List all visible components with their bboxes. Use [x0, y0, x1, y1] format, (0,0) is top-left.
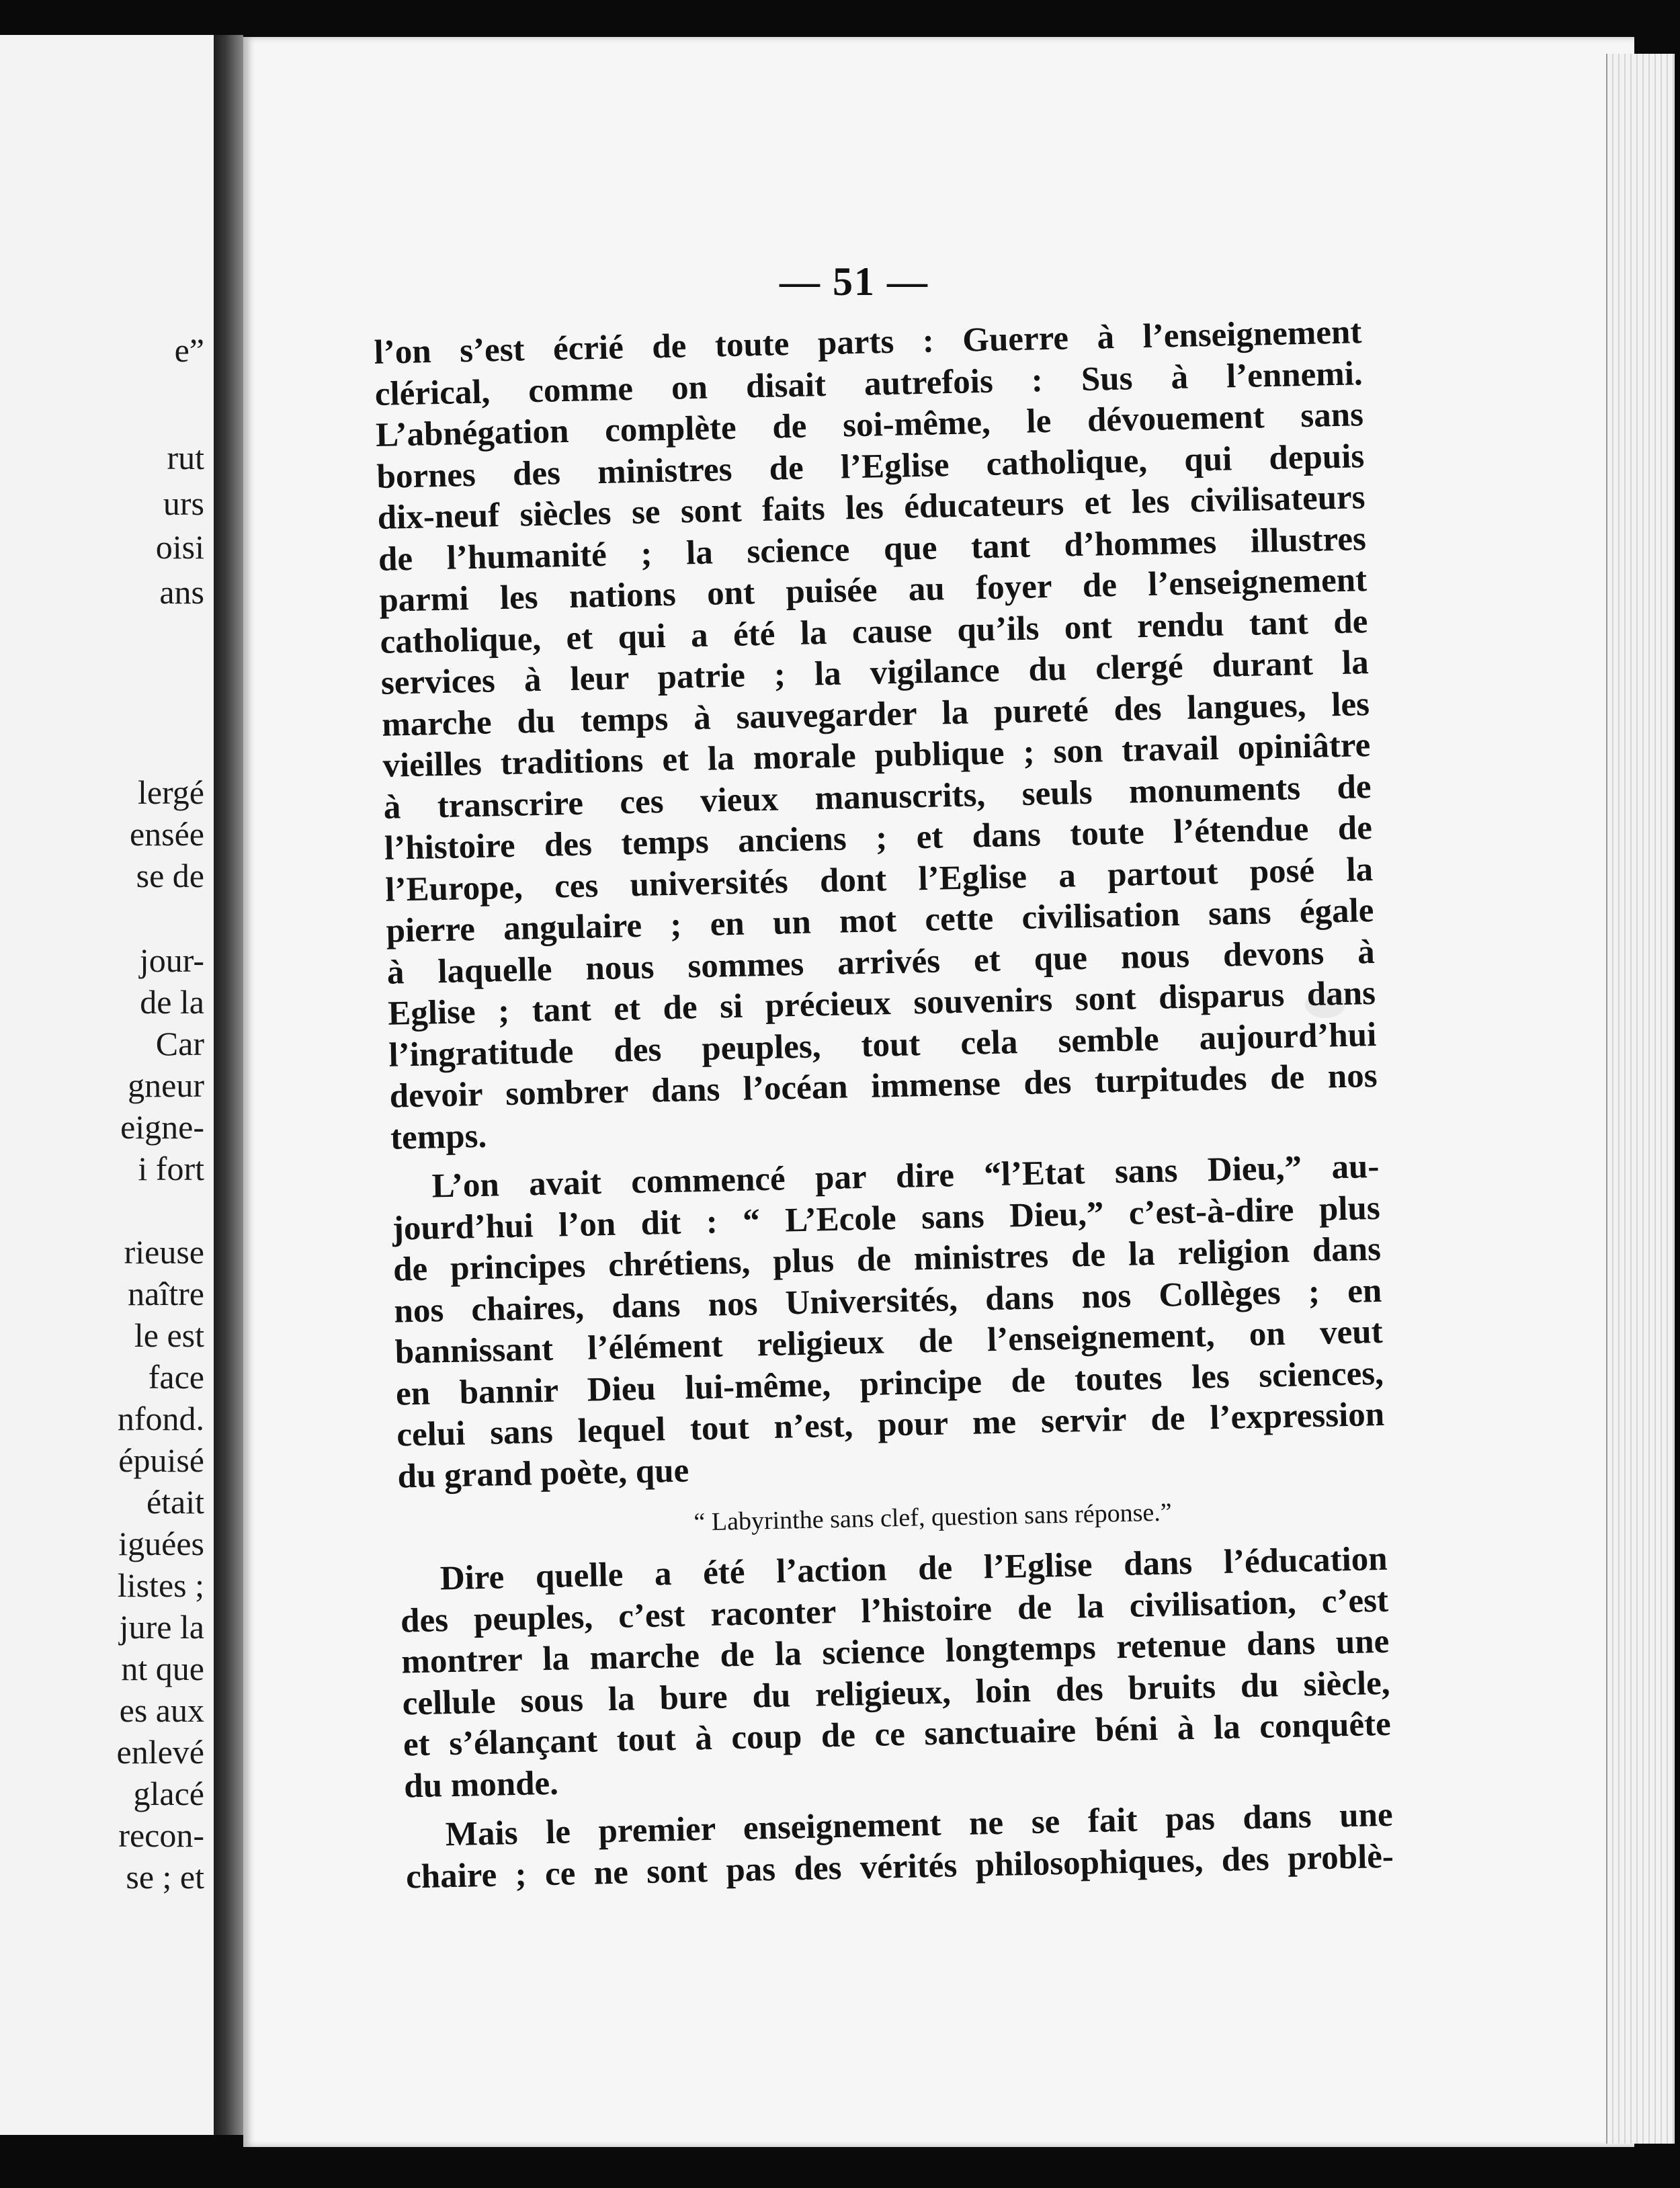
left-fragment: nfond. [117, 1400, 204, 1437]
text-line: clérical, comme on disait autrefois : Sus à l’ennemi. [374, 354, 1363, 413]
text-line: du monde. [403, 1764, 559, 1806]
text-line: Eglise ; tant et de si précieux souvenirs sont disparus dans [387, 974, 1376, 1033]
left-fragment: de la [140, 983, 204, 1021]
text-line: parmi les nations ont puisée au foyer de l’enseignement [378, 561, 1368, 620]
page-edges [1606, 54, 1675, 2144]
text-line: à laquelle nous sommes arrivés et que nous devons à [386, 933, 1376, 992]
text-line: cellule sous la bure du religieux, loin des bruits du siècle, [402, 1664, 1390, 1723]
text-line: celui sans lequel tout n’est, pour me servir de l’expression [396, 1395, 1385, 1454]
text-line: l’histoire des temps anciens ; et dans toute l’étendue de [384, 809, 1373, 868]
left-fragment: lergé [137, 773, 204, 811]
text-line: Mais le premier enseignement ne se fait pas dans une [445, 1796, 1394, 1854]
left-fragment: gneur [128, 1066, 204, 1104]
text-line: pierre angulaire ; en un mot cette civilisation sans égale [386, 892, 1374, 950]
text-line: marche du temps à sauvegarder la pureté des langues, les [381, 685, 1370, 744]
left-fragment: listes ; [117, 1566, 204, 1604]
text-line: temps. [390, 1117, 487, 1157]
text-line: du grand poète, que [397, 1451, 689, 1496]
left-fragment: jour- [139, 941, 204, 979]
text-line: montrer la marche de la science longtemps retenue dans une [401, 1622, 1390, 1681]
left-fragment: se de [136, 857, 204, 894]
left-page [0, 35, 218, 2135]
text-line: L’abnégation complète de soi-même, le dévouement sans [375, 396, 1364, 454]
left-fragment: enlevé [116, 1733, 204, 1771]
left-fragment: épuisé [118, 1441, 204, 1479]
text-line: bannissant l’élément religieux de l’enseignement, on veut [394, 1312, 1384, 1372]
text-line: l’Europe, ces universités dont l’Eglise a partout posé la [384, 850, 1374, 909]
body-text [374, 312, 1394, 1898]
text-line: l’ingratitude des peuples, tout cela semble aujourd’hui [388, 1015, 1377, 1075]
left-fragment: e” [174, 331, 204, 369]
left-fragment: ans [159, 573, 204, 611]
left-fragment: naître [128, 1275, 204, 1312]
verse-quote: “ Labyrinthe sans clef, question sans réponse.” [694, 1498, 1173, 1537]
left-fragment: eigne- [120, 1108, 204, 1146]
page-number: — 51 — [780, 259, 929, 304]
text-line: en bannir Dieu lui-même, principe de toutes les sciences, [395, 1354, 1384, 1413]
left-fragment: rut [167, 439, 204, 476]
left-fragment: oisi [155, 528, 204, 566]
text-line: vieilles traditions et la morale publique ; son travail opiniâtre [382, 726, 1371, 785]
left-fragment: i fort [138, 1150, 204, 1187]
text-line: services à leur patrie ; la vigilance du clergé durant la [380, 644, 1370, 702]
book-gutter [214, 35, 243, 2135]
left-fragment: es aux [119, 1691, 204, 1729]
text-line: de l’humanité ; la science que tant d’hommes illustres [378, 519, 1367, 579]
left-fragment: se ; et [126, 1858, 204, 1896]
left-fragment: Car [155, 1025, 204, 1062]
text-line: devoir sombrer dans l’océan immense des turpitudes de nos [389, 1056, 1378, 1116]
left-fragment: ensée [129, 815, 204, 853]
text-line: l’on s’est écrié de toute parts : Guerre à l’enseignement [374, 313, 1362, 372]
left-fragment: nt que [121, 1650, 204, 1687]
left-fragment: iguées [118, 1525, 204, 1562]
text-line: chaire ; ce ne sont pas des vérités philosophiques, des problè- [405, 1837, 1394, 1896]
left-fragment: urs [163, 485, 204, 522]
text-line: bornes des ministres de l’Eglise catholique, qui depuis [376, 437, 1365, 496]
text-line: des peuples, c’est raconter l’histoire de la civilisation, c’est [400, 1581, 1389, 1640]
text-line: L’on avait commencé par dire “l’Etat sans Dieu,” au- [431, 1147, 1380, 1206]
left-fragment: recon- [118, 1816, 204, 1854]
text-line: Dire quelle a été l’action de l’Eglise dans l’éducation [439, 1540, 1388, 1598]
text-line: et s’élançant tout à coup de ce sanctuaire béni à la conquête [403, 1705, 1392, 1764]
left-fragment: rieuse [124, 1233, 204, 1271]
text-line: à transcrire ces vieux manuscrits, seuls monuments de [383, 767, 1372, 827]
left-fragment: le est [134, 1316, 204, 1354]
text-line: dix-neuf siècles se sont faits les éducateurs et les civilisateurs [377, 478, 1366, 537]
text-line: catholique, et qui a été la cause qu’ils ont rendu tant de [380, 602, 1368, 661]
text-line: de principes chrétiens, plus de ministres de la religion dans [392, 1230, 1382, 1289]
left-fragment: était [146, 1483, 204, 1521]
left-fragment: face [148, 1358, 204, 1396]
text-line: jourd’hui l’on dit : “ L’Ecole sans Dieu,” c’est-à-dire plus [392, 1189, 1381, 1248]
left-fragment: jure la [119, 1608, 204, 1646]
text-line: nos chaires, dans nos Universités, dans nos Collèges ; en [393, 1271, 1382, 1331]
left-fragment: glacé [133, 1775, 204, 1812]
